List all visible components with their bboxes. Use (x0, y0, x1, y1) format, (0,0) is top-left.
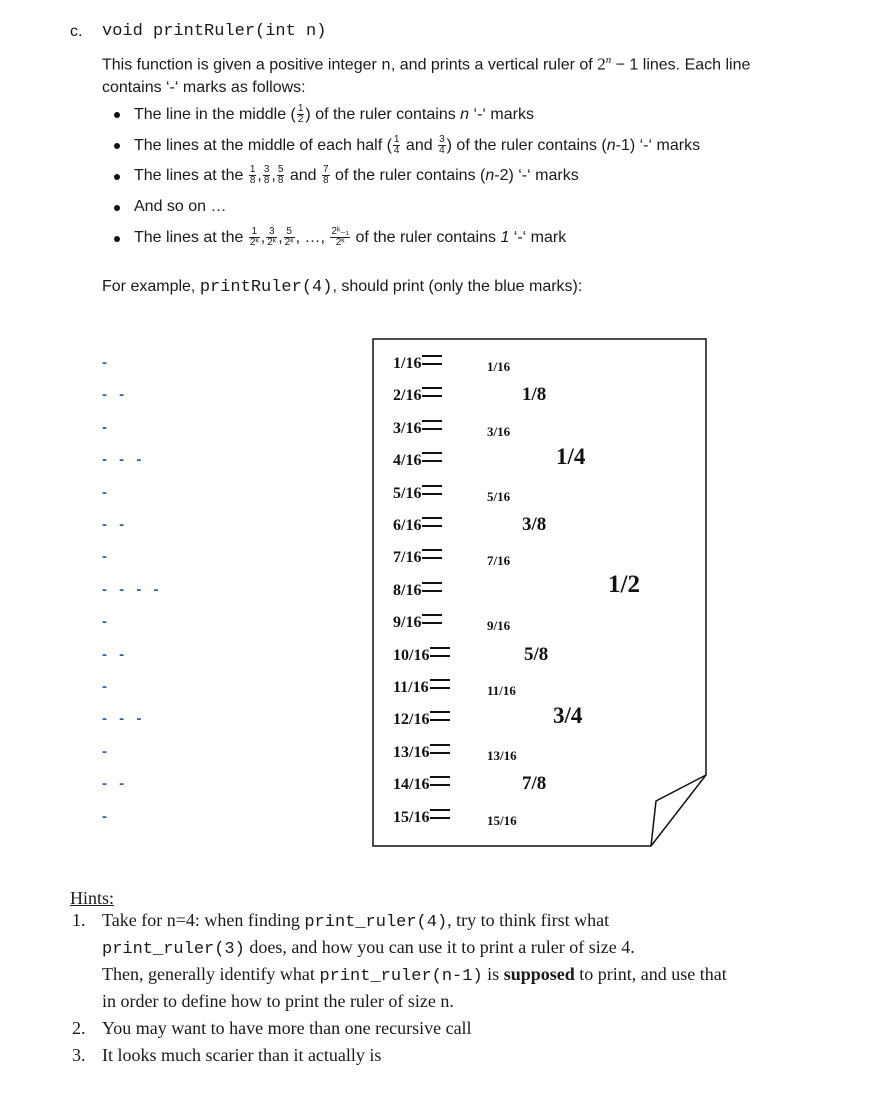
ruler-eighth-label: 7/8 (522, 773, 547, 795)
ruler-mark-line: - (102, 678, 111, 695)
ruler-odd-sixteenth-label: 7/16 (487, 553, 511, 569)
ruler-mark-line: - (102, 354, 111, 371)
ruler-sixteenth-label: 2/16 (393, 387, 442, 405)
ruler-sixteenth-label: 7/16 (393, 549, 442, 567)
ruler-tick-icon (422, 355, 442, 365)
hint-2-number: 2. (72, 1018, 86, 1038)
ruler-eighth-label: 3/8 (522, 514, 547, 535)
ruler-tick-icon (422, 582, 442, 592)
ruler-mark-line: - - - (102, 710, 146, 728)
ruler-sixteenth-label: 5/16 (393, 485, 442, 503)
bullet-2: The lines at the middle of each half ( $\frac{1}{4}$ and $\frac{3}{4}$ ) of the ruler contains (n-1) ‘-‘ marks (134, 134, 701, 157)
ruler-odd-sixteenth-label: 13/16 (487, 747, 517, 763)
ruler-sixteenth-label: 9/16 (393, 614, 442, 632)
ruler-sixteenth-label: 13/16 (393, 744, 450, 762)
ruler-mark-line: - (102, 742, 111, 760)
ruler-half-label: 1/2 (608, 570, 640, 598)
ruler-sixteenth-label: 8/16 (393, 582, 442, 600)
ruler-odd-sixteenth-label: 1/16 (487, 359, 511, 374)
ruler-mark-line: - - (102, 775, 129, 793)
example-intro: For example, printRuler(4), should print (only the blue marks): (102, 278, 583, 297)
description-line-2: contains ‘-‘ marks as follows: (102, 79, 306, 96)
ruler-sixteenth-label: 3/16 (393, 420, 442, 438)
ruler-tick-icon (422, 485, 442, 495)
hint-3-number: 3. (72, 1045, 86, 1065)
ruler-tick-icon (422, 549, 442, 559)
bullet-4: And so on … (134, 198, 227, 215)
ruler-mark-line: - (102, 613, 111, 631)
ruler-tick-icon (422, 517, 442, 527)
ruler-tick-icon (430, 711, 450, 721)
ruler-tick-icon (422, 452, 442, 462)
ruler-tick-icon (422, 387, 442, 397)
ruler-mark-line: - (102, 548, 111, 566)
ruler-tick-icon (430, 776, 450, 786)
ruler-tick-icon (422, 420, 442, 430)
ruler-odd-sixteenth-label: 11/16 (487, 683, 516, 698)
bullet-1: The line in the middle ( $\frac{1}{2}$ ) of the ruler contains n ‘-‘ marks (134, 103, 534, 126)
ruler-tick-icon (430, 809, 450, 819)
ruler-sixteenth-label: 12/16 (393, 711, 450, 729)
ruler-tick-icon (422, 614, 442, 624)
ruler-sixteenth-label: 4/16 (393, 452, 442, 470)
ruler-quarter-label: 3/4 (553, 703, 583, 729)
ruler-sixteenth-label: 1/16 (393, 355, 442, 373)
hint-1-line-3: Then, generally identify what print_ruler(n-1) is supposed to print, and use that (102, 964, 727, 986)
ruler-eighth-label: 5/8 (524, 643, 549, 665)
description-line-1: This function is given a positive integer n, and prints a vertical ruler of $2^n - 1$ lines. Each line (102, 54, 751, 75)
ruler-sixteenth-label: 11/16 (393, 679, 450, 697)
ruler-sixteenth-label: 15/16 (393, 809, 450, 827)
ruler-sixteenth-label: 6/16 (393, 517, 442, 535)
ruler-mark-line: - - (102, 386, 129, 404)
ruler-tick-icon (430, 647, 450, 657)
hint-3: It looks much scarier than it actually is (102, 1045, 382, 1065)
ruler-eighth-label: 1/8 (522, 384, 547, 406)
ruler-tick-icon (430, 744, 450, 754)
ruler-odd-sixteenth-label: 3/16 (487, 423, 511, 439)
ruler-sixteenth-label: 14/16 (393, 776, 450, 794)
ruler-tick-icon (430, 679, 450, 689)
ruler-odd-sixteenth-label: 15/16 (487, 812, 517, 828)
hints-title: Hints: (70, 888, 115, 908)
ruler-mark-line: - - - - (102, 580, 163, 598)
hint-1-line-4: in order to define how to print the ruler of size n. (102, 991, 454, 1011)
ruler-mark-line: - (102, 418, 111, 436)
hint-1-number: 1. (72, 910, 86, 930)
hint-2: You may want to have more than one recursive call (102, 1018, 472, 1038)
ruler-mark-line: - - (102, 516, 129, 533)
ruler-mark-line: - - (102, 645, 129, 663)
bullet-3: The lines at the $\frac{1}{8}$ , $\frac{3}{8}$ , $\frac{5}{8}$ and $\frac{7}{8}$ of the ruler contains (n-2) ‘-‘ marks (134, 164, 579, 187)
ruler-mark-line: - - - (102, 451, 146, 469)
section-letter: c. (70, 23, 83, 40)
ruler-mark-line: - (102, 483, 111, 501)
ruler-odd-sixteenth-label: 9/16 (487, 618, 511, 634)
ruler-sixteenth-label: 10/16 (393, 647, 450, 665)
function-signature: void printRuler(int n) (102, 22, 327, 41)
hint-1-line-1: Take for n=4: when finding print_ruler(4), try to think first what (102, 910, 610, 932)
bullet-5: The lines at the $\frac{1}{\text{2ᵏ}}$ , $\frac{3}{\text{2ᵏ}}$ , $\frac{5}{\text{2ᵏ}}$ , …, $\frac{\text{2ᵏ₋₁}}{\text{2ᵏ}}$ of the ruler contains 1 ‘-‘ mark (134, 226, 567, 249)
hint-1-line-2: print_ruler(3) does, and how you can use it to print a ruler of size 4. (102, 937, 635, 959)
ruler-quarter-label: 1/4 (556, 444, 586, 470)
ruler-mark-line: - (102, 807, 111, 825)
ruler-odd-sixteenth-label: 5/16 (487, 488, 511, 504)
